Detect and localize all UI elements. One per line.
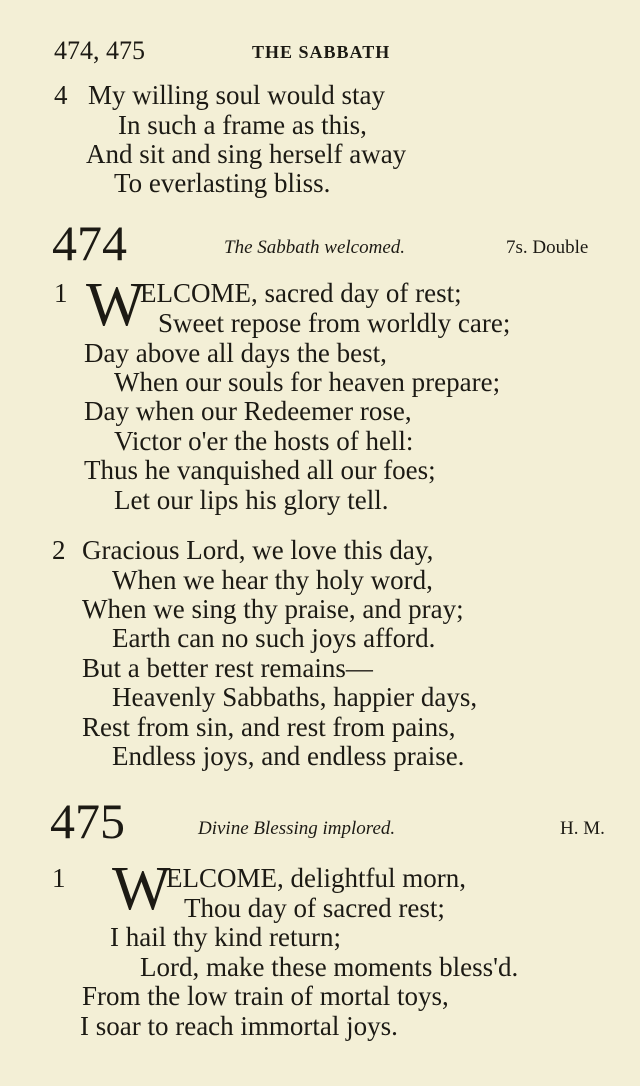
verse-line: I hail thy kind return; (110, 922, 341, 952)
verse-number: 4 (54, 80, 68, 110)
hymn-meter: 7s. Double (506, 237, 589, 258)
verse-line: ELCOME, delightful morn, (166, 863, 466, 893)
verse-line: Earth can no such joys afford. (112, 623, 436, 653)
verse-line: Endless joys, and endless praise. (112, 741, 465, 771)
verse-line: To everlasting bliss. (114, 168, 331, 198)
verse-line: In such a frame as this, (118, 110, 367, 140)
verse-line: My willing soul would stay (88, 80, 386, 110)
page-numbers: 474, 475 (54, 36, 145, 65)
verse-number: 1 (54, 278, 68, 308)
verse-number: 1 (52, 863, 66, 893)
running-title: THE SABBATH (252, 42, 391, 62)
hymn-number: 474 (52, 215, 127, 271)
verse-line: But a better rest remains— (82, 653, 373, 683)
verse-line: ELCOME, sacred day of rest; (140, 278, 462, 308)
verse-line: And sit and sing herself away (86, 139, 407, 169)
drop-cap: W (112, 855, 171, 923)
verse-line: Sweet repose from worldly care; (158, 308, 511, 338)
verse-line: Thou day of sacred rest; (184, 893, 445, 923)
drop-cap: W (86, 271, 145, 339)
verse-line: From the low train of mortal toys, (82, 981, 449, 1011)
verse-line: Day when our Redeemer rose, (84, 396, 412, 426)
verse-line: When we hear thy holy word, (112, 565, 433, 595)
verse-line: Rest from sin, and rest from pains, (82, 712, 456, 742)
hymn-meter: H. M. (560, 818, 605, 839)
verse-line: Lord, make these moments bless'd. (140, 952, 519, 982)
verse-line: I soar to reach immortal joys. (80, 1011, 398, 1041)
verse-line: Gracious Lord, we love this day, (82, 535, 434, 565)
verse-line: Victor o'er the hosts of hell: (114, 426, 414, 456)
verse-line: When we sing thy praise, and pray; (82, 594, 464, 624)
verse-line: Thus he vanquished all our foes; (84, 455, 436, 485)
verse-line: Day above all days the best, (84, 338, 387, 368)
verse-line: Heavenly Sabbaths, happier days, (112, 682, 478, 712)
page-header (54, 36, 610, 66)
hymn-title: The Sabbath welcomed. (224, 237, 406, 258)
verse-line: Let our lips his glory tell. (114, 485, 389, 515)
verse-number: 2 (52, 535, 66, 565)
hymn-title: Divine Blessing implored. (198, 818, 396, 839)
verse-line: When our souls for heaven prepare; (114, 367, 501, 397)
hymn-number: 475 (50, 793, 125, 849)
